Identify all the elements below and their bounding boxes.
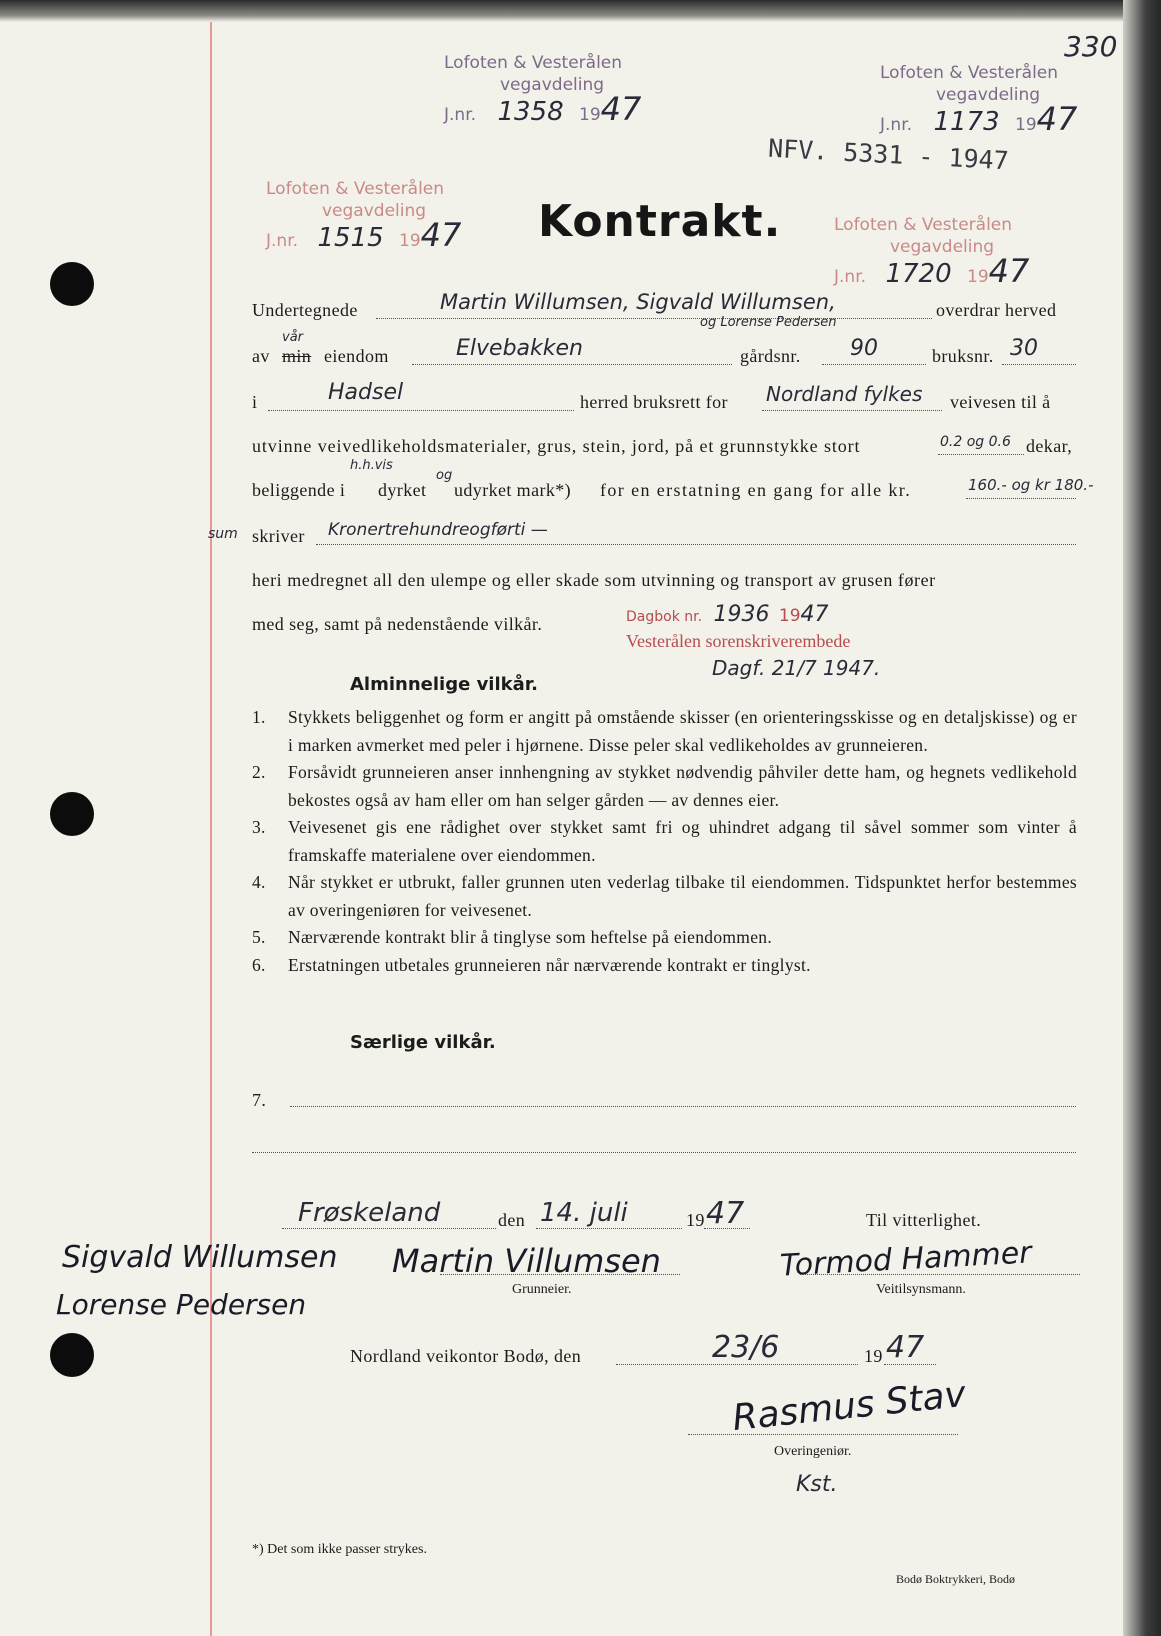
dotted-line [938,454,1024,455]
owner-signature: Martin Villumsen [392,1242,661,1280]
punch-hole [50,792,94,836]
condition-number: 5. [252,927,266,947]
heri-text-line: med seg, samt på nedenstående vilkår. [252,614,543,634]
condition-item [252,759,1077,814]
nfv-stamp: NFV. 5331 - 1947 [767,133,1010,176]
stamp-year: 47 [988,252,1030,290]
printer-credit: Bodø Boktrykkeri, Bodø [896,1572,1015,1586]
condition-text: Stykkets beliggenhet og form er angitt på omstående skisser (en orienteringsskisse og en detaljskisse) og er i marken avmerket med peler i hjørnene. Disse peler skal vedlikeholdes av grunneieren. [288,707,1077,755]
condition-text: Forsåvidt grunneieren anser innhengning av stykket nødvendig påhviler dette ham, og hegnets vedlikehold bekostes også av ham eller om han selger gården — av dennes eier. [288,762,1077,810]
condition-text: Veivesenet gis ene rådighet over stykket samt fri og uhindret adgang til såvel sommer som vinter å framskaffe materialene over eiendommen. [288,817,1077,865]
av-label: av [252,346,270,366]
stamp-year-prefix: 19 [399,231,421,251]
kst-note: Kst. [796,1472,838,1497]
witness-role-label: Veitilsynsmann. [876,1282,966,1297]
dagbok-office: Vesterålen sorenskriverembede [626,631,851,651]
stamp-prefix: J.nr. [880,115,913,135]
sum-margin-note: sum [208,526,238,542]
dotted-line [412,364,732,365]
bruksnr-label: bruksnr. [932,346,994,366]
engineer-role-label: Overingeniør. [774,1444,852,1459]
dotted-line [290,1106,1076,1107]
utvinne-text: utvinne veivedlikeholdsmaterialer, grus, stein, jord, på et grunnstykke stort [252,436,861,456]
condition-number: 2. [252,762,266,782]
condition-text: Når stykket er utbrukt, faller grunnen uten vederlag tilbake til eiendommen. Tidspunktet herfor bestemmes av overingeniøren for veivesenet. [288,872,1077,920]
dotted-line [316,544,1076,545]
year-field: 47 [706,1196,745,1231]
journal-stamp [880,62,1077,136]
stamp-prefix: J.nr. [444,105,477,125]
stamp-year-prefix: 19 [579,105,601,125]
place-field: Frøskeland [298,1198,441,1228]
condition-item [252,952,1077,980]
udyrket-label: udyrket mark*) [454,480,572,500]
condition-item [252,814,1077,869]
skriver-label: skriver [252,526,305,546]
office-year-field: 47 [886,1330,925,1365]
stamp-year: 47 [1036,100,1078,138]
condition-item [252,924,1077,952]
stamp-year: 47 [420,216,462,254]
hhvis-insertion: h.h.vis [350,458,393,473]
scan-shadow-top [0,0,1161,22]
stamp-number: 1515 [317,223,384,253]
dekar-label: dekar, [1026,436,1073,456]
punch-hole [50,262,94,306]
punch-hole [50,1333,94,1377]
municipality-field: Hadsel [328,380,404,405]
scan-shadow-right [1123,0,1161,1636]
owners-field: Martin Willumsen, Sigvald Willumsen, [440,290,836,314]
amount-in-words-field: Kronertrehundreogførti — [328,520,548,540]
county-field: Nordland fylkes [766,382,923,406]
dagbok-label: Dagbok nr. [626,609,703,625]
undertegnede-label: Undertegnede [252,300,358,320]
dotted-line [762,410,942,411]
dotted-line [376,318,932,319]
gardsnr-field: 90 [850,336,878,361]
journal-stamp [444,52,641,126]
stamp-line: Lofoten & Vesterålen [880,63,1059,83]
stamp-prefix: J.nr. [834,267,867,287]
gardsnr-label: gårdsnr. [740,346,801,366]
bruksnr-field: 30 [1010,336,1038,361]
dotted-line [1002,364,1076,365]
journal-stamp [266,178,461,252]
eiendom-label: eiendom [324,346,389,366]
herred-label: herred bruksrett for [580,392,728,412]
stamp-prefix: J.nr. [266,231,299,251]
dotted-line [536,1228,682,1229]
condition-text: Nærværende kontrakt blir å tinglyse som heftelse på eiendommen. [288,927,772,947]
condition-number: 3. [252,817,266,837]
i-label: i [252,392,258,412]
overdrar-label: overdrar herved [936,300,1057,320]
page-number: 330 [1064,30,1118,63]
document-title: Kontrakt. [538,196,782,247]
dotted-line [268,410,574,411]
condition-text: Erstatningen utbetales grunneieren når nærværende kontrakt er tinglyst. [288,954,811,975]
office-date-field: 23/6 [712,1330,780,1365]
dotted-line [884,1364,936,1365]
stamp-line: Lofoten & Vesterålen [266,179,445,199]
den-label: den [498,1210,526,1230]
condition-number: 1. [252,707,266,727]
condition-item [252,869,1077,924]
stamp-line: vegavdeling [936,85,1041,105]
owners-field-continued: og Lorense Pedersen [700,315,837,330]
special-conditions-heading: Særlige vilkår. [350,1032,496,1053]
general-conditions-heading: Alminnelige vilkår. [350,674,538,695]
year-prefix: 19 [686,1210,705,1230]
stamp-number: 1720 [885,259,952,289]
registry-date-note: Dagf. 21/7 1947. [712,656,881,680]
stamp-line: vegavdeling [890,237,995,257]
dyrket-label: dyrket [378,480,427,500]
owner-label: Grunneier. [512,1282,572,1297]
dotted-line [688,1434,958,1435]
dotted-line [440,1274,680,1275]
heri-text-line: heri medregnet all den ulempe og eller skade som utvinning og transport av grusen fører [252,570,936,590]
dotted-line [800,1274,1080,1275]
dagbok-year: 47 [800,602,829,627]
conditions-list [252,704,1077,979]
witness-signature: Tormod Hammer [779,1235,1033,1284]
engineer-signature: Rasmus Stav [730,1373,968,1440]
stamp-number: 1358 [497,97,564,127]
stamp-line: vegavdeling [500,75,605,95]
stamp-year-prefix: 19 [967,267,989,287]
erstatning-text: for en erstatning en gang for alle kr. [600,480,912,500]
stamp-year-prefix: 19 [1015,115,1037,135]
condition-item [252,704,1077,759]
journal-stamp [834,214,1029,288]
registry-stamp [626,604,850,652]
amount-field: 160.- og kr 180.- [968,476,1094,494]
date-field: 14. juli [540,1198,628,1228]
area-field: 0.2 og 0.6 [940,434,1011,450]
dagbok-number: 1936 [713,602,770,627]
office-text: Nordland veikontor Bodø, den [350,1346,582,1366]
witness-label: Til vitterlighet. [866,1210,982,1230]
dotted-line [704,1228,750,1229]
condition-number: 6. [252,954,266,975]
stamp-line: Lofoten & Vesterålen [834,215,1013,235]
var-insertion: vår [282,330,304,345]
co-owner-signature: Lorense Pedersen [56,1288,307,1321]
margin-line [210,22,212,1636]
special-item-number: 7. [252,1090,267,1110]
stamp-year: 47 [600,90,642,128]
dagbok-year-prefix: 19 [778,606,801,626]
dotted-line [282,1228,496,1229]
veivesen-label: veivesen til å [950,392,1051,412]
property-name-field: Elvebakken [456,336,583,361]
footnote: *) Det som ikke passer strykes. [252,1542,427,1557]
condition-number: 4. [252,872,266,892]
beliggende-label: beliggende i [252,480,346,500]
stamp-line: vegavdeling [322,201,427,221]
og-insertion: og [436,468,453,483]
stamp-number: 1173 [933,107,1000,137]
dotted-line [252,1152,1076,1153]
stamp-line: Lofoten & Vesterålen [444,53,623,73]
dotted-line [822,364,926,365]
min-struck: min [282,346,312,366]
office-year-prefix: 19 [864,1346,883,1366]
dotted-line [966,498,1076,499]
co-owner-signature: Sigvald Willumsen [62,1240,338,1275]
